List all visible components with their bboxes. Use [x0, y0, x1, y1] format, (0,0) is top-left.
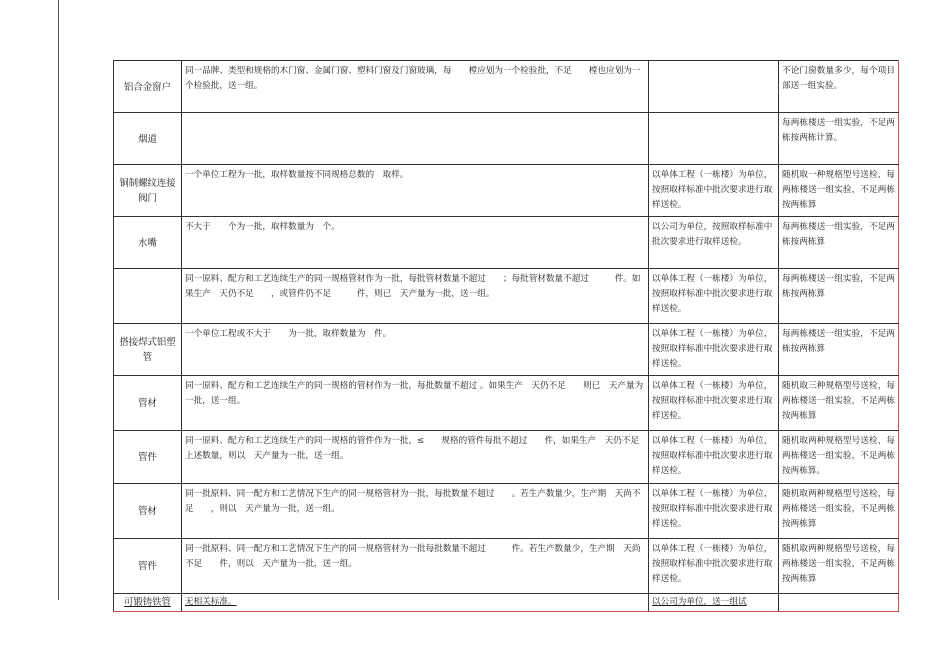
table-body — [114, 61, 899, 612]
material-name — [114, 594, 182, 612]
page-margin-line — [58, 0, 59, 600]
batch-rule-text: 无相关标准。 — [185, 597, 237, 607]
test-note: 每两栋楼送一组实验，不足两栋按两栋计算。 — [779, 113, 899, 165]
sampling-unit: 以单体工程（一栋楼）为单位，按照取样标准中批次要求进行取样送检。 — [649, 324, 779, 376]
batch-rule — [182, 594, 649, 612]
table-row — [114, 113, 899, 165]
batch-rule: 一个单位工程为一批，取样数量按不同规格总数的 取样。 — [182, 165, 649, 217]
batch-rule: 一个单位工程或不大于 为一批，取样数量为 件。 — [182, 324, 649, 376]
batch-rule: 同一原料、配方和工艺连续生产的同一规格的管件作为一批，≤ 规格的管件每批不超过 件，如果生产 天仍不足上述数量，则以 天产量为一批，送一组。 — [182, 431, 649, 484]
sampling-unit: 以单体工程（一栋楼）为单位，按照取样标准中批次要求进行取样送检。 — [649, 376, 779, 431]
test-note: 随机取两种规格型号送检，每两栋楼送一组实验，不足两栋按两栋算 — [779, 539, 899, 594]
material-name: 铜制螺纹连接阀门 — [114, 165, 182, 217]
batch-rule: 同一批原料、同一配方和工艺情况下生产的同一规格管材为一批，每批数量不超过 。若生产数量少，生产期 天尚不足 ，则以 天产量为一批，送一组。 — [182, 484, 649, 539]
sampling-unit — [649, 594, 779, 612]
material-name-text: 可锻铸铁管 — [124, 596, 171, 608]
test-note: 不论门窗数量多少，每个项目部送一组实验。 — [779, 61, 899, 113]
sampling-unit: 以单体工程（一栋楼）为单位，按照取样标准中批次要求进行取样送检。 — [649, 269, 779, 324]
test-note: 随机取三种规格型号送检，每两栋楼送一组实验，不足两栋按两栋算 — [779, 376, 899, 431]
batch-rule: 同一原料、配方和工艺连续生产的同一规格管材作为一批，每批管材数量不超过 ；每批管材数量不超过 件。如果生产 天仍不足 ，或管件仍不足 件，则已 天产量为一批，送一组。 — [182, 269, 649, 324]
batch-rule — [182, 113, 649, 165]
sampling-unit — [649, 61, 779, 113]
test-note: 随机取两种规格型号送检，每两栋楼送一组实验，不足两栋按两栋算。 — [779, 431, 899, 484]
material-name: 管件 — [114, 539, 182, 594]
sampling-unit: 以单体工程（一栋楼）为单位，按照取样标准中批次要求进行取样送检。 — [649, 165, 779, 217]
batch-rule: 同一原料、配方和工艺连续生产的同一规格的管材作为一批，每批数量不超过 。如果生产 天仍不足 则已 天产量为一批，送一组。 — [182, 376, 649, 431]
batch-rule: 不大于 个为一批，取样数量为 个。 — [182, 217, 649, 269]
material-name: 管材 — [114, 484, 182, 539]
batch-rule: 同一批原料、同一配方和工艺情况下生产的同一规格管材为一批每批数量不超过 件。若生产数量少，生产期 天尚不足 件，则以 天产量为一批，送一组。 — [182, 539, 649, 594]
test-note — [779, 594, 899, 612]
sampling-unit — [649, 113, 779, 165]
table-row — [114, 376, 899, 431]
table-row — [114, 61, 899, 113]
table-row — [114, 165, 899, 217]
batch-rule: 同一品牌、类型和规格的木门窗、金属门窗、塑料门窗及门窗玻璃，每 樘应划为一个检验批，不足 樘也应划为一个检验批，送一组。 — [182, 61, 649, 113]
material-name: 水嘴 — [114, 217, 182, 269]
material-name — [114, 269, 182, 324]
table-row — [114, 484, 899, 539]
test-note: 每两栋楼送一组实验，不足两栋按两栋算 — [779, 324, 899, 376]
test-note: 每两栋楼送一组实验，不足两栋按两栋算 — [779, 217, 899, 269]
material-name: 铝合金窗户 — [114, 61, 182, 113]
table-row — [114, 539, 899, 594]
sampling-unit: 以公司为单位，按照取样标准中批次要求进行取样送检。 — [649, 217, 779, 269]
table-row — [114, 324, 899, 376]
material-name: 管材 — [114, 376, 182, 431]
test-note: 随机取一种规格型号送检，每两栋楼送一组实验，不足两栋按两栋算 — [779, 165, 899, 217]
material-name: 管件 — [114, 431, 182, 484]
table-row — [114, 269, 899, 324]
table-row — [114, 217, 899, 269]
sampling-unit: 以单体工程（一栋楼）为单位，按照取样标准中批次要求进行取样送检。 — [649, 431, 779, 484]
table-row-cast-iron — [114, 594, 899, 612]
test-note: 每两栋楼送一组实验，不足两栋按两栋算 — [779, 269, 899, 324]
sampling-unit: 以单体工程（一栋楼）为单位，按照取样标准中批次要求进行取样送检。 — [649, 539, 779, 594]
test-note: 随机取两种规格型号送检，每两栋楼送一组实验，不足两栋按两栋算 — [779, 484, 899, 539]
table-row — [114, 431, 899, 484]
sampling-unit-text: 以公司为单位，送一组试 — [652, 597, 747, 607]
sampling-unit: 以单体工程（一栋楼）为单位，按照取样标准中批次要求进行取样送检。 — [649, 484, 779, 539]
material-name: 搭接焊式铝塑管 — [114, 324, 182, 376]
sampling-spec-table — [113, 60, 899, 612]
material-name: 烟道 — [114, 113, 182, 165]
